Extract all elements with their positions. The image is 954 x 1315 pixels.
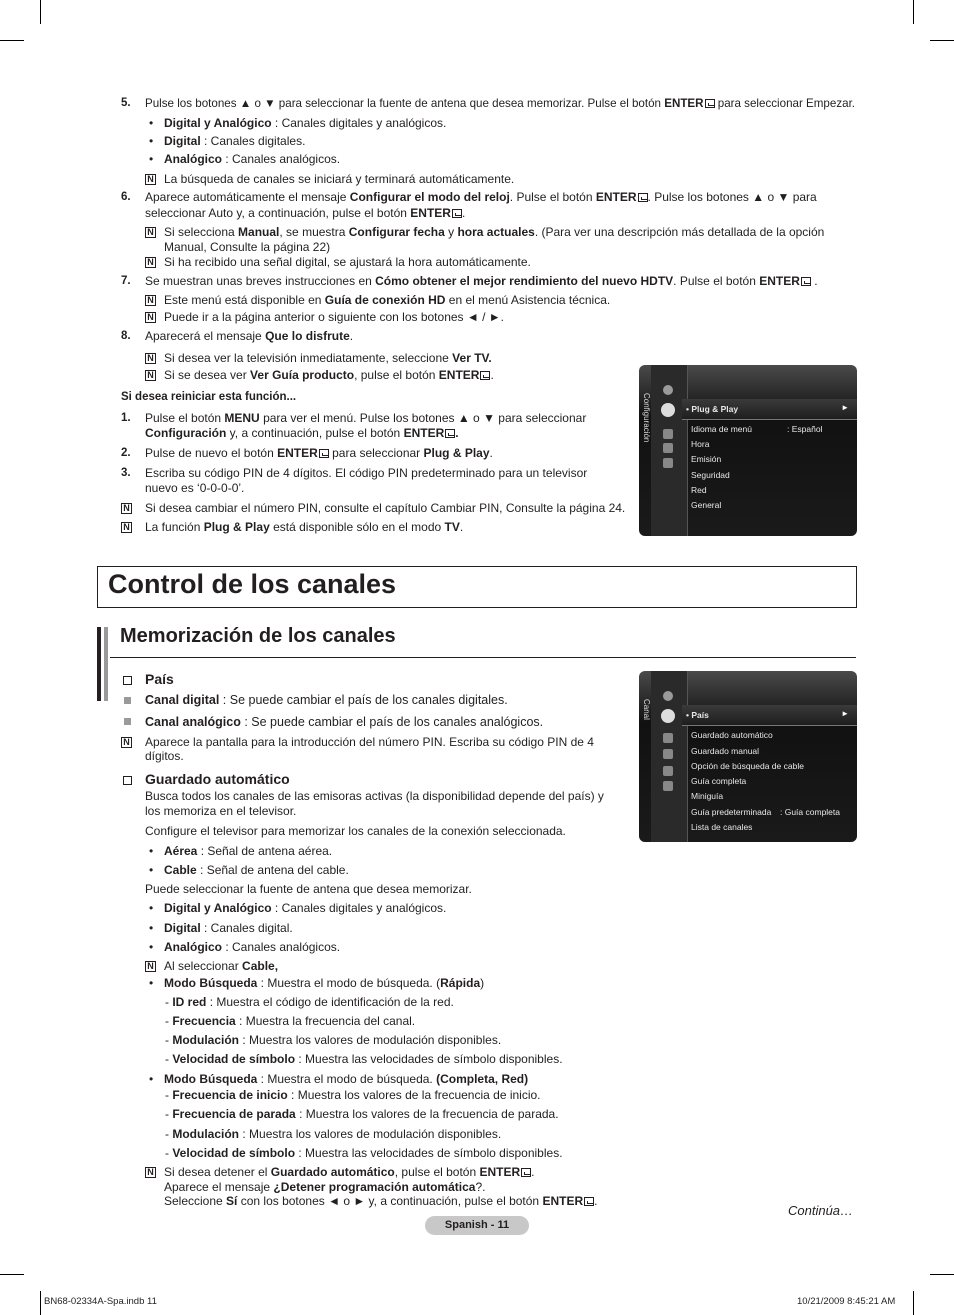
note-text: Si se desea ver Ver Guía producto, pulse el botón ENTER .: [164, 368, 494, 382]
list-item: Canal analógico : Se puede cambiar el país de los canales analógicos.: [145, 715, 544, 729]
paragraph: Puede seleccionar la fuente de antena que desea memorizar.: [145, 882, 472, 896]
note-icon: N: [145, 353, 156, 364]
note-icon: N: [145, 295, 156, 306]
bullet: •: [149, 116, 154, 130]
step-number: 7.: [121, 275, 131, 287]
step-5-text: Pulse los botones ▲ o ▼ para seleccionar la fuente de antena que desea memorizar. Pulse el botón ENTER para seleccionar Empezar.: [145, 97, 856, 110]
crop-mark: [0, 1274, 24, 1275]
step-6-text-line2: seleccionar Auto y, a continuación, pulse el botón ENTER .: [145, 206, 466, 220]
app-icon: [663, 443, 673, 453]
tv-menu-channel: [639, 671, 857, 842]
right-arrow-icon: ►: [841, 709, 849, 718]
reset-step-2: Pulse de nuevo el botón ENTER para seleccionar Plug & Play.: [145, 446, 493, 460]
bullet: •: [149, 134, 154, 148]
enter-icon: [801, 277, 811, 286]
menu-item-value: : Español: [787, 424, 823, 434]
list-item: Analógico : Canales analógicos.: [164, 152, 341, 166]
note-icon: N: [145, 227, 156, 238]
note-icon: N: [121, 522, 132, 533]
bullet: •: [149, 1072, 154, 1086]
menu-item[interactable]: Red: [691, 485, 707, 495]
menu-item[interactable]: Seguridad: [691, 470, 730, 480]
note-text: Si desea detener el Guardado automático, pulse el botón ENTER .: [164, 1165, 535, 1179]
gear-icon: [663, 733, 673, 743]
crop-mark: [913, 0, 914, 24]
sub-item: - Velocidad de símbolo : Muestra las velocidades de símbolo disponibles.: [165, 1052, 563, 1066]
picture-icon: [663, 385, 673, 395]
tv-menu-configuration: [639, 365, 857, 536]
note-icon: N: [145, 257, 156, 268]
continues-label: Continúa…: [788, 1203, 854, 1218]
guardado-heading: Guardado automático: [145, 771, 290, 787]
enter-icon: [521, 1168, 531, 1177]
crop-mark: [40, 0, 41, 24]
note-text-line2: dígitos.: [145, 749, 184, 763]
subsection-title: Memorización de los canales: [120, 625, 396, 647]
checkbox-icon: [123, 776, 132, 785]
menu-separator: [687, 365, 688, 536]
list-item: Aérea : Señal de antena aérea.: [164, 844, 333, 858]
note-text: Si selecciona Manual, se muestra Configurar fecha y hora actuales. (Para ver una descripción más detallada de la opción: [164, 225, 825, 239]
menu-side-label: Configuración: [642, 393, 651, 443]
note-text: Aparece la pantalla para la introducción del número PIN. Escriba su código PIN de 4: [145, 735, 594, 749]
sub-item: - Frecuencia de inicio : Muestra los valores de la frecuencia de inicio.: [165, 1088, 541, 1102]
step-8-text: Aparecerá el mensaje Que lo disfrute.: [145, 329, 354, 343]
bullet: •: [149, 976, 154, 990]
sub-item: - Frecuencia : Muestra la frecuencia del canal.: [165, 1014, 416, 1028]
sub-item: - Modulación : Muestra los valores de modulación disponibles.: [165, 1033, 502, 1047]
menu-item-value: : Guía completa: [780, 807, 841, 817]
menu-side-label: Canal: [642, 699, 651, 720]
subsection-bar: [97, 627, 101, 701]
step-number: 8.: [121, 330, 131, 342]
note-text: Seleccione Sí con los botones ◄ o ► y, a continuación, pulse el botón ENTER .: [164, 1194, 598, 1208]
sub-item: - ID red : Muestra el código de identificación de la red.: [165, 995, 454, 1009]
list-item: Digital y Analógico : Canales digitales y analógicos.: [164, 901, 447, 915]
list-item: Modo Búsqueda : Muestra el modo de búsqueda. (Rápida): [164, 976, 485, 990]
list-item: Digital y Analógico : Canales digitales y analógicos.: [164, 116, 447, 130]
note-text: La función Plug & Play está disponible sólo en el modo TV.: [145, 520, 464, 534]
menu-item[interactable]: Lista de canales: [691, 822, 753, 832]
menu-selected-item[interactable]: • País: [686, 710, 709, 720]
reset-step-1: Pulse el botón MENU para ver el menú. Pulse los botones ▲ o ▼ para seleccionar: [145, 411, 587, 425]
step-number: 6.: [121, 191, 131, 203]
menu-item[interactable]: Miniguía: [691, 791, 724, 801]
bullet: •: [149, 940, 154, 954]
menu-item[interactable]: Guardado automático: [691, 730, 773, 740]
crop-mark: [0, 40, 24, 41]
note-icon: N: [145, 1167, 156, 1178]
list-item: Cable : Señal de antena del cable.: [164, 863, 349, 877]
menu-item[interactable]: Hora: [691, 439, 710, 449]
menu-item[interactable]: Emisión: [691, 454, 722, 464]
note-text: Si desea cambiar el número PIN, consulte el capítulo Cambiar PIN, Consulte la página 24.: [145, 501, 626, 515]
step-number: 2.: [121, 447, 131, 459]
note-icon: N: [145, 312, 156, 323]
list-item: Digital : Canales digital.: [164, 921, 293, 935]
paragraph: Busca todos los canales de las emisoras activas (la disponibilidad depende del país) y: [145, 789, 604, 803]
note-icon: N: [121, 503, 132, 514]
enter-icon: [584, 1197, 594, 1206]
enter-icon: [452, 209, 462, 218]
menu-selected-item[interactable]: • Plug & Play: [686, 404, 739, 414]
menu-item[interactable]: Guardado manual: [691, 746, 760, 756]
bullet: •: [149, 921, 154, 935]
note-text: Si ha recibido una señal digital, se ajustará la hora automáticamente.: [164, 255, 531, 269]
crop-mark: [930, 1274, 954, 1275]
reset-step-3-line2: nuevo es ‘0-0-0-0’.: [145, 481, 245, 495]
list-item: Canal digital : Se puede cambiar el país de los canales digitales.: [145, 693, 508, 707]
step-number: 5.: [121, 97, 131, 109]
satellite-icon: [661, 709, 675, 723]
input-icon: [663, 429, 673, 439]
crop-mark: [40, 1291, 41, 1315]
support-icon: [663, 781, 673, 791]
bullet: •: [149, 152, 154, 166]
subsection-underline: [110, 657, 856, 658]
note-text: Puede ir a la página anterior o siguiente con los botones ◄ / ►.: [164, 310, 504, 324]
sub-item: - Velocidad de símbolo : Muestra las velocidades de símbolo disponibles.: [165, 1146, 563, 1160]
note-text: Al seleccionar Cable,: [164, 959, 279, 973]
support-icon: [663, 458, 673, 468]
pais-heading: País: [145, 671, 174, 687]
menu-item[interactable]: Guía completa: [691, 776, 747, 786]
picture-icon: [663, 691, 673, 701]
note-icon: N: [121, 737, 132, 748]
sub-item: - Frecuencia de parada : Muestra los valores de la frecuencia de parada.: [165, 1107, 559, 1121]
enter-icon: [319, 449, 329, 458]
list-item: Analógico : Canales analógicos.: [164, 940, 341, 954]
square-bullet: [124, 718, 131, 725]
note-icon: N: [145, 370, 156, 381]
note-text: Si desea ver la televisión inmediatamente, seleccione Ver TV.: [164, 351, 492, 365]
note-text: La búsqueda de canales se iniciará y terminará automáticamente.: [164, 172, 515, 186]
square-bullet: [124, 697, 131, 704]
reset-step-3: Escriba su código PIN de 4 dígitos. El código PIN predeterminado para un televisor: [145, 466, 588, 480]
bullet: •: [149, 901, 154, 915]
menu-item[interactable]: Idioma de menú: [691, 424, 752, 434]
input-icon: [663, 749, 673, 759]
right-arrow-icon: ►: [841, 403, 849, 412]
step-number: 1.: [121, 412, 131, 424]
menu-separator: [687, 671, 688, 842]
sub-item: - Modulación : Muestra los valores de modulación disponibles.: [165, 1127, 502, 1141]
section-title: Control de los canales: [108, 569, 397, 599]
reset-step-1-line2: Configuración y, a continuación, pulse el botón ENTER .: [145, 426, 459, 440]
crop-mark: [913, 1291, 914, 1315]
enter-icon: [705, 99, 715, 108]
note-text-line2: Manual, Consulte la página 22): [164, 240, 331, 254]
enter-icon: [638, 193, 648, 202]
subsection-bar: [104, 627, 108, 701]
note-icon: N: [145, 961, 156, 972]
paragraph-line2: los memoriza en el televisor.: [145, 804, 297, 818]
list-item: Modo Búsqueda : Muestra el modo de búsqueda. (Completa, Red): [164, 1072, 529, 1086]
section-title-box: [97, 566, 857, 608]
step-number: 3.: [121, 467, 131, 479]
page-number-badge: Spanish - 11: [425, 1216, 529, 1235]
bullet: •: [149, 863, 154, 877]
step-7-text: Se muestran unas breves instrucciones en Cómo obtener el mejor rendimiento del nuevo HDTV. Pulse el botón ENTER .: [145, 274, 818, 288]
footer-timestamp: 10/21/2009 8:45:21 AM: [797, 1296, 896, 1307]
footer-file-info: BN68-02334A-Spa.indb 11: [44, 1296, 157, 1307]
bullet: •: [149, 844, 154, 858]
menu-item[interactable]: Opción de búsqueda de cable: [691, 761, 804, 771]
note-icon: N: [145, 174, 156, 185]
menu-item[interactable]: Guía predeterminada: [691, 807, 772, 817]
note-text: Aparece el mensaje ¿Detener programación automática?.: [164, 1180, 486, 1194]
checkbox-icon: [123, 676, 132, 685]
list-item: Digital : Canales digitales.: [164, 134, 306, 148]
gear-icon: [661, 403, 675, 417]
crop-mark: [930, 40, 954, 41]
enter-icon: [480, 371, 490, 380]
enter-icon: [445, 429, 455, 438]
reset-heading: Si desea reiniciar esta función...: [121, 391, 297, 403]
app-icon: [663, 766, 673, 776]
step-6-text: Aparece automáticamente el mensaje Configurar el modo del reloj. Pulse el botón ENTER . Pulse los botones ▲ o ▼ para: [145, 190, 817, 204]
menu-item[interactable]: General: [691, 500, 722, 510]
paragraph: Configure el televisor para memorizar los canales de la conexión seleccionada.: [145, 824, 566, 838]
note-text: Este menú está disponible en Guía de conexión HD en el menú Asistencia técnica.: [164, 293, 611, 307]
